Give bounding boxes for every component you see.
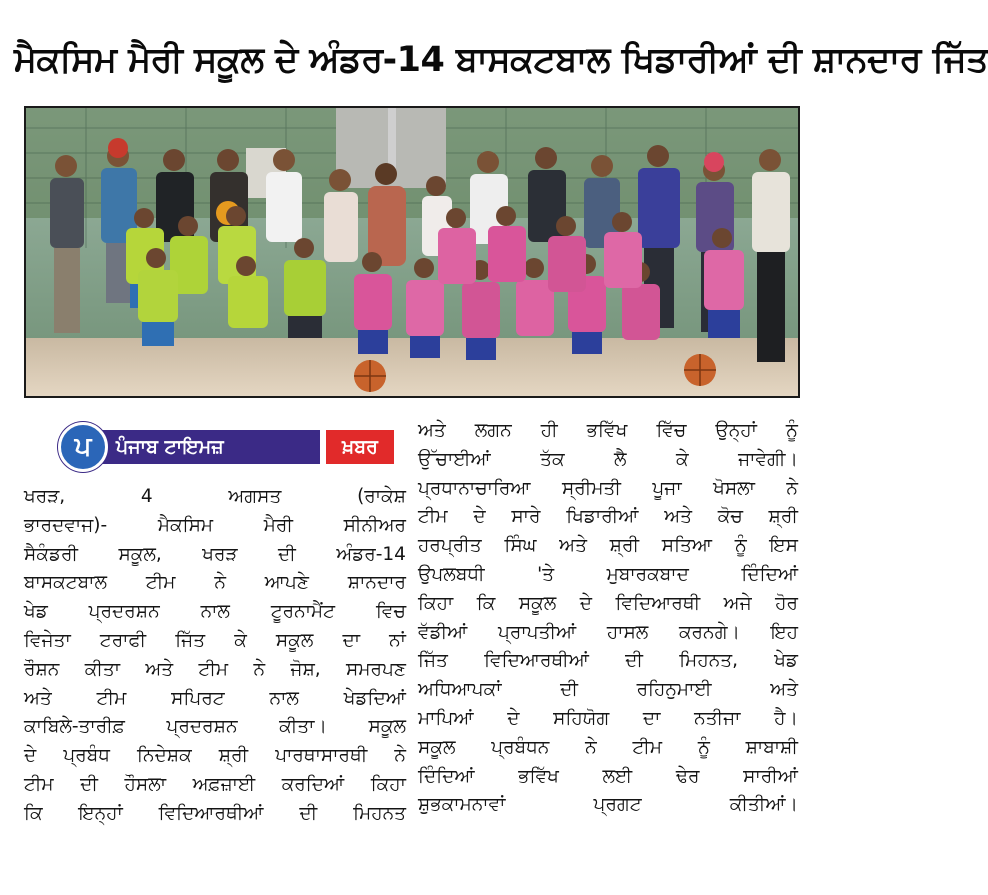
article-line: ਮਾਪਿਆਂ ਦੇ ਸਹਿਯੋਗ ਦਾ ਨਤੀਜਾ ਹੈ।	[418, 707, 798, 729]
headline: ਮੈਕਸਿਮ ਮੈਰੀ ਸਕੂਲ ਦੇ ਅੰਡਰ-14 ਬਾਸਕਟਬਾਲ ਖਿਡਾਰੀਆਂ ਦੀ ਸ਼ਾਨਦਾਰ ਜਿੱਤ	[14, 40, 988, 80]
team-photo	[24, 106, 800, 398]
article-line: ਟੀਮ ਦੀ ਹੌਸਲਾ ਅਫ਼ਜ਼ਾਈ ਕਰਦਿਆਂ ਕਿਹਾ	[24, 773, 406, 795]
article-line: ਕਿ ਇਨ੍ਹਾਂ ਵਿਦਿਆਰਥੀਆਂ ਦੀ ਮਿਹਨਤ	[24, 802, 406, 824]
article-line: ਅਤੇ ਟੀਮ ਸਪਿਰਟ ਨਾਲ ਖੇਡਦਿਆਂ	[24, 687, 406, 709]
publication-logo-icon: ਪ	[58, 422, 108, 472]
article-line: ਟੀਮ ਦੇ ਸਾਰੇ ਖਿਡਾਰੀਆਂ ਅਤੇ ਕੋਚ ਸ਼੍ਰੀ	[418, 506, 798, 528]
article-line: ਸਕੂਲ ਪ੍ਰਬੰਧਨ ਨੇ ਟੀਮ ਨੂੰ ਸ਼ਾਬਾਸ਼ੀ	[418, 736, 798, 758]
article-line: ਅਧਿਆਪਕਾਂ ਦੀ ਰਹਿਨੁਮਾਈ ਅਤੇ	[418, 679, 798, 701]
publication-banner	[44, 422, 394, 472]
article-line: ਬਾਸਕਟਬਾਲ ਟੀਮ ਨੇ ਆਪਣੇ ਸ਼ਾਨਦਾਰ	[24, 572, 406, 594]
article-line: ਵੱਡੀਆਂ ਪ੍ਰਾਪਤੀਆਂ ਹਾਸਲ ਕਰਨਗੇ। ਇਹ	[418, 621, 798, 643]
article-line: ਸੈਕੰਡਰੀ ਸਕੂਲ, ਖਰੜ ਦੀ ਅੰਡਰ-14	[24, 543, 406, 565]
article-line: ਜਿੱਤ ਵਿਦਿਆਰਥੀਆਂ ਦੀ ਮਿਹਨਤ, ਖੇਡ	[418, 650, 798, 672]
article-column-right	[418, 418, 798, 821]
article-line: ਹਰਪ੍ਰੀਤ ਸਿੰਘ ਅਤੇ ਸ਼੍ਰੀ ਸਤਿਆ ਨੂੰ ਇਸ	[418, 535, 798, 557]
article-line: ਵਿਜੇਤਾ ਟਰਾਫੀ ਜਿੱਤ ਕੇ ਸਕੂਲ ਦਾ ਨਾਂ	[24, 629, 406, 651]
article-line: ਕਿਹਾ ਕਿ ਸਕੂਲ ਦੇ ਵਿਦਿਆਰਥੀ ਅਜੇ ਹੋਰ	[418, 592, 798, 614]
article-line: ਖਰੜ, 4 ਅਗਸਤ (ਰਾਕੇਸ਼	[24, 486, 406, 507]
article-line: ਦਿੰਦਿਆਂ ਭਵਿੱਖ ਲਈ ਢੇਰ ਸਾਰੀਆਂ	[418, 765, 798, 787]
news-tag: ਖ਼ਬਰ	[326, 430, 394, 464]
article-line: ਪ੍ਰਧਾਨਾਚਾਰਿਆ ਸ੍ਰੀਮਤੀ ਪੂਜਾ ਖੋਸਲਾ ਨੇ	[418, 477, 798, 499]
article-line: ਉਪਲਬਧੀ 'ਤੇ ਮੁਬਾਰਕਬਾਦ ਦਿੰਦਿਆਂ	[418, 563, 798, 585]
article-line: ਭਾਰਦਵਾਜ)- ਮੈਕਸਿਮ ਮੈਰੀ ਸੀਨੀਅਰ	[24, 514, 406, 536]
article-line: ਕਾਬਿਲੇ-ਤਾਰੀਫ਼ ਪ੍ਰਦਰਸ਼ਨ ਕੀਤਾ। ਸਕੂਲ	[24, 716, 406, 738]
article-line: ਅਤੇ ਲਗਨ ਹੀ ਭਵਿੱਖ ਵਿੱਚ ਉਨ੍ਹਾਂ ਨੂੰ	[418, 420, 798, 441]
article-column-left	[24, 484, 406, 830]
article-line: ਰੌਸ਼ਨ ਕੀਤਾ ਅਤੇ ਟੀਮ ਨੇ ਜੋਸ਼, ਸਮਰਪਣ	[24, 658, 406, 680]
publication-name: ਪੰਜਾਬ ਟਾਇਮਜ਼	[116, 436, 224, 458]
article-line: ਖੇਡ ਪ੍ਰਦਰਸ਼ਨ ਨਾਲ ਟੂਰਨਾਮੈਂਟ ਵਿਚ	[24, 601, 406, 623]
article-line: ਸ਼ੁਭਕਾਮਨਾਵਾਂ ਪ੍ਰਗਟ ਕੀਤੀਆਂ।	[418, 794, 798, 816]
article-line: ਦੇ ਪ੍ਰਬੰਧ ਨਿਦੇਸ਼ਕ ਸ਼੍ਰੀ ਪਾਰਥਾਸਾਰਥੀ ਨੇ	[24, 745, 406, 767]
article-line: ਉੱਚਾਈਆਂ ਤੱਕ ਲੈ ਕੇ ਜਾਵੇਗੀ।	[418, 448, 798, 470]
